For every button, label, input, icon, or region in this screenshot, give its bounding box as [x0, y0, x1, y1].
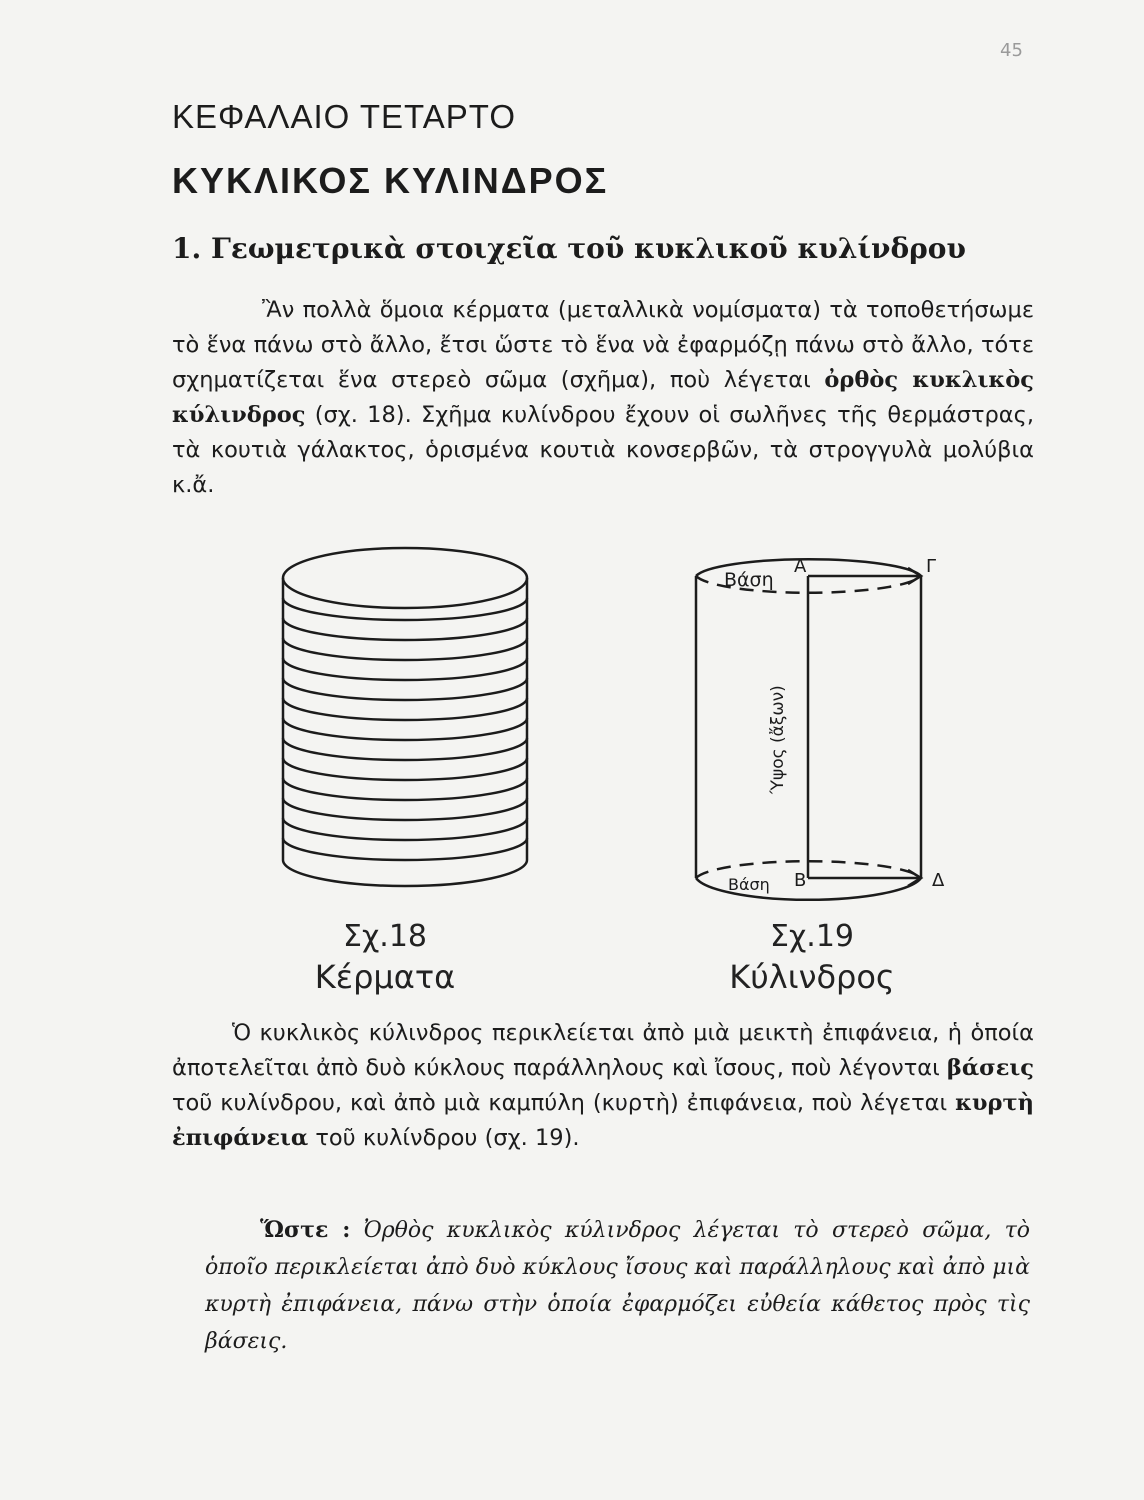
page-number: 45 — [1000, 40, 1023, 61]
intro-text-a: Ἂν πολλὰ ὅμοια κέρματα (μεταλλικὰ νομίσματα) τὰ τοποθετήσωμε τὸ ἕνα πάνω στὸ ἄλλο, ἔτσι ὥστε τὸ ἕνα νὰ ἐφαρμόζῃ πάνω στὸ ἄλλο, τότε σχηματίζεται ἕνα στερεὸ σῶμα (σχῆμα), ποὺ λέγεται — [172, 297, 1034, 393]
figure-18-title: Κέρματα — [314, 958, 456, 996]
term-curved-surface: κυρτὴ ἐπιφάνεια — [172, 1090, 1034, 1151]
point-g: Γ — [926, 556, 937, 577]
coin-bottom-edge — [283, 860, 527, 886]
intro-paragraph — [172, 293, 1034, 503]
section-heading: 1. Γεωμετρικὰ στοιχεῖα τοῦ κυκλικοῦ κυλίνδρου — [172, 232, 966, 265]
term-right-circular-cylinder: ὀρθὸς κυκλικὸς κύλινδρος — [172, 367, 1034, 428]
coin-edge — [283, 658, 527, 680]
coin-edge — [283, 838, 527, 860]
desc-text-a: Ὁ κυκλικὸς κύλινδρος περικλείεται ἀπὸ μιὰ μεικτὴ ἐπιφάνεια, ἡ ὁποία ἀποτελεῖται ἀπὸ δυὸ κύκλους παράλληλους καὶ ἴσους, ποὺ λέγονται — [172, 1020, 1034, 1081]
coin-edge — [283, 718, 527, 740]
intro-text-b: (σχ. 18). Σχῆμα κυλίνδρου ἔχουν οἱ σωλῆνες τῆς θερμάστρας, τὰ κουτιὰ γάλακτος, ὁρισμένα κουτιὰ κονσερβῶν, τὰ στρογγυλὰ μολύβια κ.ἄ. — [172, 402, 1034, 498]
figure-19-title: Κύλινδρος — [729, 958, 895, 996]
chapter-heading: ΚΕΦΑΛΑΙΟ ΤΕΤΑΡΤΟ — [172, 98, 517, 135]
axis-label: Ύψος (ἄξων) — [768, 685, 788, 794]
definition-lead: Ὥστε : — [260, 1217, 351, 1243]
desc-text-b: τοῦ κυλίνδρου, καὶ ἀπὸ μιὰ καμπύλη (κυρτὴ) ἐπιφάνεια, ποὺ λέγεται — [172, 1090, 956, 1116]
coin-edge — [283, 798, 527, 820]
description-paragraph — [172, 1016, 1034, 1156]
coin-edge — [283, 778, 527, 800]
figure-18-number: Σχ.18 — [343, 919, 427, 954]
coin-edge — [283, 698, 527, 720]
figure-19-caption — [712, 918, 912, 998]
figure-19-number: Σχ.19 — [770, 919, 854, 954]
coin-top-face — [283, 548, 527, 578]
point-a: Α — [794, 556, 807, 577]
figure-18-caption — [270, 918, 500, 998]
coin-edge — [283, 758, 527, 780]
point-b: Β — [794, 870, 807, 891]
page-title: ΚΥΚΛΙΚΟΣ ΚΥΛΙΝΔΡΟΣ — [172, 160, 609, 201]
coin-edge — [283, 618, 527, 640]
point-d: Δ — [932, 870, 945, 891]
desc-text-c: τοῦ κυλίνδρου (σχ. 19). — [308, 1125, 580, 1151]
coin-edge — [283, 678, 527, 700]
coin-edge — [283, 638, 527, 660]
label-top-base: Βάση — [724, 569, 774, 591]
definition-block — [205, 1212, 1030, 1360]
coin-edge — [283, 818, 527, 840]
definition-text: Ὀρθὸς κυκλικὸς κύλινδρος λέγεται τὸ στερεὸ σῶμα, τὸ ὁποῖο περικλείεται ἀπὸ δυὸ κύκλους ἴσους καὶ παράλληλους καὶ ἀπὸ μιὰ κυρτὴ ἐπιφάνεια, πάνω στὴν ὁποία ἐφαρμόζει εὐθεία κάθετος πρὸς τὶς βάσεις. — [205, 1218, 1031, 1354]
term-bases: βάσεις — [946, 1055, 1034, 1081]
label-bottom-base: Βάση — [728, 875, 770, 894]
figure-19-cylinder — [690, 548, 950, 918]
coin-edge — [283, 738, 527, 760]
figure-18-coins — [255, 530, 555, 920]
